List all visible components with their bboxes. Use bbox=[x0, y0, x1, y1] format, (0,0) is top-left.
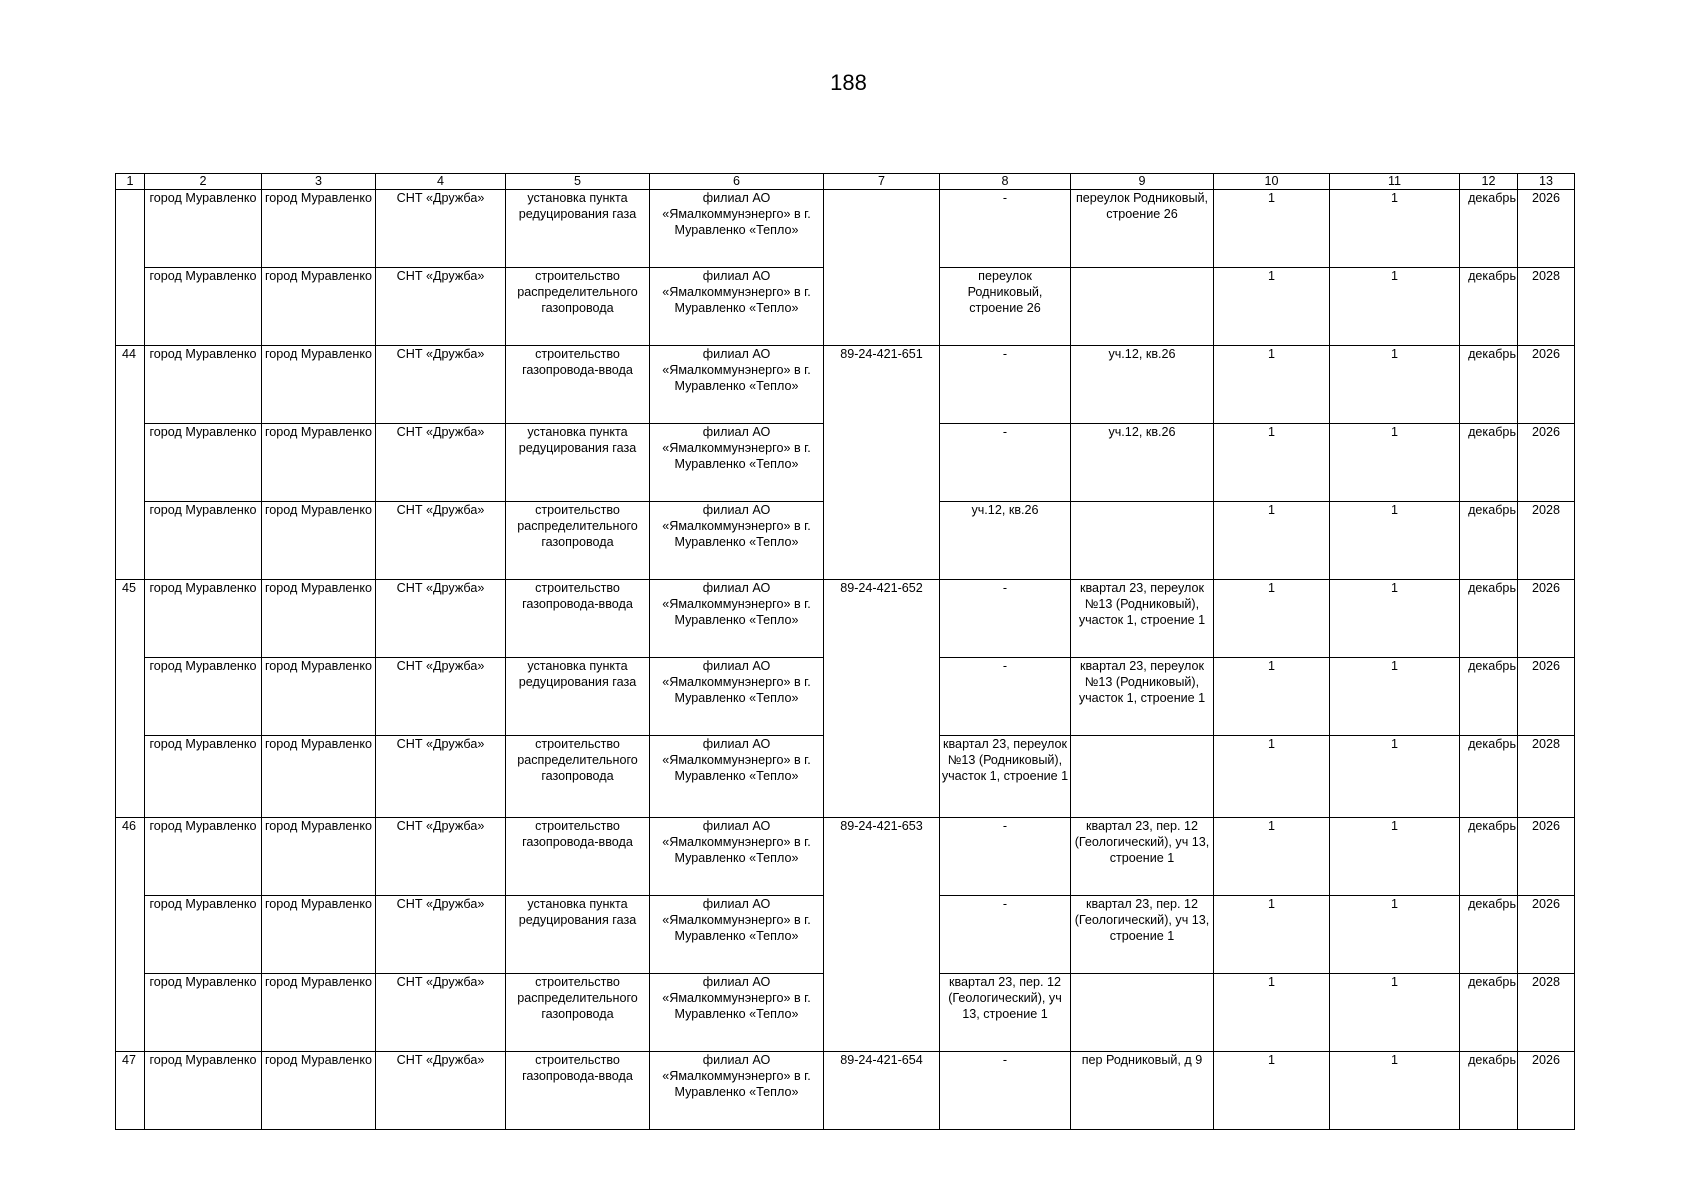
cell-col11: 1 bbox=[1330, 974, 1460, 1052]
cell-address: уч.12, кв.26 bbox=[1071, 346, 1214, 424]
column-header: 3 bbox=[262, 174, 376, 190]
cell-municipality: город Муравленко bbox=[145, 424, 262, 502]
cell-year: 2026 bbox=[1518, 818, 1575, 896]
cell-municipality: город Муравленко bbox=[145, 658, 262, 736]
cell-operator: филиал АО «Ямалкоммунэнерго» в г. Муравленко «Тепло» bbox=[650, 346, 824, 424]
cell-col10: 1 bbox=[1214, 974, 1330, 1052]
cell-municipality: город Муравленко bbox=[145, 896, 262, 974]
cell-locality: СНТ «Дружба» bbox=[376, 896, 506, 974]
cell-operator: филиал АО «Ямалкоммунэнерго» в г. Муравленко «Тепло» bbox=[650, 580, 824, 658]
cell-work-type: установка пункта редуцирования газа bbox=[506, 896, 650, 974]
row-number bbox=[116, 190, 145, 346]
cell-col8: - bbox=[940, 658, 1071, 736]
column-header: 2 bbox=[145, 174, 262, 190]
row-number: 46 bbox=[116, 818, 145, 1052]
cell-settlement: город Муравленко bbox=[262, 974, 376, 1052]
cell-address bbox=[1071, 736, 1214, 818]
cell-year: 2028 bbox=[1518, 974, 1575, 1052]
cell-locality: СНТ «Дружба» bbox=[376, 346, 506, 424]
cell-operator: филиал АО «Ямалкоммунэнерго» в г. Муравленко «Тепло» bbox=[650, 658, 824, 736]
cell-address: уч.12, кв.26 bbox=[1071, 424, 1214, 502]
cell-col10: 1 bbox=[1214, 896, 1330, 974]
cell-col11: 1 bbox=[1330, 818, 1460, 896]
cell-locality: СНТ «Дружба» bbox=[376, 1052, 506, 1130]
table-row bbox=[116, 190, 1575, 268]
cell-operator: филиал АО «Ямалкоммунэнерго» в г. Муравленко «Тепло» bbox=[650, 190, 824, 268]
cell-month: декабрь bbox=[1460, 1052, 1518, 1130]
cell-operator: филиал АО «Ямалкоммунэнерго» в г. Муравленко «Тепло» bbox=[650, 818, 824, 896]
cell-col10: 1 bbox=[1214, 190, 1330, 268]
cell-address: квартал 23, переулок №13 (Родниковый), участок 1, строение 1 bbox=[1071, 658, 1214, 736]
cell-col8: - bbox=[940, 580, 1071, 658]
cell-year: 2026 bbox=[1518, 424, 1575, 502]
cell-address bbox=[1071, 974, 1214, 1052]
column-header: 1 bbox=[116, 174, 145, 190]
cell-settlement: город Муравленко bbox=[262, 818, 376, 896]
cell-settlement: город Муравленко bbox=[262, 896, 376, 974]
cell-year: 2026 bbox=[1518, 1052, 1575, 1130]
cell-code bbox=[824, 190, 940, 346]
cell-address bbox=[1071, 502, 1214, 580]
cell-operator: филиал АО «Ямалкоммунэнерго» в г. Муравленко «Тепло» bbox=[650, 424, 824, 502]
cell-work-type: строительство распределительного газопровода bbox=[506, 974, 650, 1052]
cell-col8: квартал 23, пер. 12 (Геологический), уч 13, строение 1 bbox=[940, 974, 1071, 1052]
cell-municipality: город Муравленко bbox=[145, 580, 262, 658]
cell-year: 2026 bbox=[1518, 896, 1575, 974]
cell-work-type: строительство газопровода-ввода bbox=[506, 346, 650, 424]
cell-municipality: город Муравленко bbox=[145, 974, 262, 1052]
cell-municipality: город Муравленко bbox=[145, 190, 262, 268]
cell-work-type: строительство распределительного газопровода bbox=[506, 736, 650, 818]
cell-col11: 1 bbox=[1330, 424, 1460, 502]
cell-work-type: установка пункта редуцирования газа bbox=[506, 658, 650, 736]
cell-work-type: установка пункта редуцирования газа bbox=[506, 424, 650, 502]
cell-col11: 1 bbox=[1330, 658, 1460, 736]
cell-col10: 1 bbox=[1214, 1052, 1330, 1130]
page-number: 188 bbox=[830, 70, 867, 95]
cell-month: декабрь bbox=[1460, 424, 1518, 502]
cell-year: 2026 bbox=[1518, 190, 1575, 268]
cell-col11: 1 bbox=[1330, 190, 1460, 268]
cell-col11: 1 bbox=[1330, 736, 1460, 818]
table-row bbox=[116, 580, 1575, 658]
cell-col8: - bbox=[940, 1052, 1071, 1130]
cell-code: 89-24-421-652 bbox=[824, 580, 940, 818]
cell-code: 89-24-421-651 bbox=[824, 346, 940, 580]
row-number: 45 bbox=[116, 580, 145, 818]
cell-address: квартал 23, пер. 12 (Геологический), уч 13, строение 1 bbox=[1071, 818, 1214, 896]
cell-municipality: город Муравленко bbox=[145, 1052, 262, 1130]
cell-col10: 1 bbox=[1214, 424, 1330, 502]
cell-locality: СНТ «Дружба» bbox=[376, 268, 506, 346]
cell-settlement: город Муравленко bbox=[262, 268, 376, 346]
cell-locality: СНТ «Дружба» bbox=[376, 658, 506, 736]
cell-year: 2028 bbox=[1518, 736, 1575, 818]
cell-settlement: город Муравленко bbox=[262, 190, 376, 268]
cell-year: 2026 bbox=[1518, 346, 1575, 424]
cell-col11: 1 bbox=[1330, 346, 1460, 424]
cell-locality: СНТ «Дружба» bbox=[376, 974, 506, 1052]
cell-locality: СНТ «Дружба» bbox=[376, 736, 506, 818]
cell-settlement: город Муравленко bbox=[262, 658, 376, 736]
cell-address bbox=[1071, 268, 1214, 346]
cell-code: 89-24-421-654 bbox=[824, 1052, 940, 1130]
column-header: 12 bbox=[1460, 174, 1518, 190]
cell-col11: 1 bbox=[1330, 268, 1460, 346]
cell-operator: филиал АО «Ямалкоммунэнерго» в г. Муравленко «Тепло» bbox=[650, 268, 824, 346]
cell-col10: 1 bbox=[1214, 268, 1330, 346]
row-number: 47 bbox=[116, 1052, 145, 1130]
document-table bbox=[115, 173, 1575, 1130]
cell-locality: СНТ «Дружба» bbox=[376, 580, 506, 658]
column-header: 5 bbox=[506, 174, 650, 190]
cell-municipality: город Муравленко bbox=[145, 502, 262, 580]
cell-month: декабрь bbox=[1460, 268, 1518, 346]
cell-month: декабрь bbox=[1460, 346, 1518, 424]
cell-year: 2028 bbox=[1518, 268, 1575, 346]
cell-col11: 1 bbox=[1330, 502, 1460, 580]
cell-settlement: город Муравленко bbox=[262, 424, 376, 502]
cell-col10: 1 bbox=[1214, 736, 1330, 818]
column-header: 10 bbox=[1214, 174, 1330, 190]
cell-month: декабрь bbox=[1460, 974, 1518, 1052]
cell-operator: филиал АО «Ямалкоммунэнерго» в г. Муравленко «Тепло» bbox=[650, 1052, 824, 1130]
table-row bbox=[116, 346, 1575, 424]
cell-col8: - bbox=[940, 346, 1071, 424]
cell-address: пер Родниковый, д 9 bbox=[1071, 1052, 1214, 1130]
table-row bbox=[116, 818, 1575, 896]
cell-col11: 1 bbox=[1330, 580, 1460, 658]
cell-col8: уч.12, кв.26 bbox=[940, 502, 1071, 580]
cell-col10: 1 bbox=[1214, 818, 1330, 896]
cell-col10: 1 bbox=[1214, 502, 1330, 580]
cell-year: 2028 bbox=[1518, 502, 1575, 580]
column-header: 8 bbox=[940, 174, 1071, 190]
cell-col11: 1 bbox=[1330, 896, 1460, 974]
cell-municipality: город Муравленко bbox=[145, 346, 262, 424]
cell-work-type: строительство газопровода-ввода bbox=[506, 1052, 650, 1130]
cell-operator: филиал АО «Ямалкоммунэнерго» в г. Муравленко «Тепло» bbox=[650, 896, 824, 974]
column-header: 4 bbox=[376, 174, 506, 190]
column-header: 6 bbox=[650, 174, 824, 190]
cell-locality: СНТ «Дружба» bbox=[376, 502, 506, 580]
cell-work-type: строительство газопровода-ввода bbox=[506, 818, 650, 896]
cell-municipality: город Муравленко bbox=[145, 736, 262, 818]
cell-operator: филиал АО «Ямалкоммунэнерго» в г. Муравленко «Тепло» bbox=[650, 736, 824, 818]
cell-col10: 1 bbox=[1214, 658, 1330, 736]
cell-month: декабрь bbox=[1460, 190, 1518, 268]
cell-year: 2026 bbox=[1518, 658, 1575, 736]
cell-settlement: город Муравленко bbox=[262, 736, 376, 818]
cell-col11: 1 bbox=[1330, 1052, 1460, 1130]
cell-col10: 1 bbox=[1214, 346, 1330, 424]
cell-col8: - bbox=[940, 190, 1071, 268]
cell-settlement: город Муравленко bbox=[262, 502, 376, 580]
cell-settlement: город Муравленко bbox=[262, 1052, 376, 1130]
cell-address: переулок Родниковый, строение 26 bbox=[1071, 190, 1214, 268]
cell-locality: СНТ «Дружба» bbox=[376, 424, 506, 502]
cell-code: 89-24-421-653 bbox=[824, 818, 940, 1052]
cell-col8: квартал 23, переулок №13 (Родниковый), участок 1, строение 1 bbox=[940, 736, 1071, 818]
cell-month: декабрь bbox=[1460, 502, 1518, 580]
table-header-row bbox=[116, 174, 1575, 190]
column-header: 13 bbox=[1518, 174, 1575, 190]
cell-col8: - bbox=[940, 818, 1071, 896]
cell-col8: переулок Родниковый, строение 26 bbox=[940, 268, 1071, 346]
cell-month: декабрь bbox=[1460, 736, 1518, 818]
column-header: 9 bbox=[1071, 174, 1214, 190]
cell-settlement: город Муравленко bbox=[262, 346, 376, 424]
cell-col8: - bbox=[940, 896, 1071, 974]
cell-municipality: город Муравленко bbox=[145, 268, 262, 346]
cell-settlement: город Муравленко bbox=[262, 580, 376, 658]
column-header: 7 bbox=[824, 174, 940, 190]
table-row bbox=[116, 1052, 1575, 1130]
cell-work-type: строительство газопровода-ввода bbox=[506, 580, 650, 658]
column-header: 11 bbox=[1330, 174, 1460, 190]
cell-work-type: строительство распределительного газопровода bbox=[506, 502, 650, 580]
cell-operator: филиал АО «Ямалкоммунэнерго» в г. Муравленко «Тепло» bbox=[650, 974, 824, 1052]
cell-work-type: строительство распределительного газопровода bbox=[506, 268, 650, 346]
cell-month: декабрь bbox=[1460, 896, 1518, 974]
cell-locality: СНТ «Дружба» bbox=[376, 190, 506, 268]
row-number: 44 bbox=[116, 346, 145, 580]
cell-municipality: город Муравленко bbox=[145, 818, 262, 896]
cell-month: декабрь bbox=[1460, 658, 1518, 736]
cell-col10: 1 bbox=[1214, 580, 1330, 658]
cell-address: квартал 23, переулок №13 (Родниковый), участок 1, строение 1 bbox=[1071, 580, 1214, 658]
cell-operator: филиал АО «Ямалкоммунэнерго» в г. Муравленко «Тепло» bbox=[650, 502, 824, 580]
cell-year: 2026 bbox=[1518, 580, 1575, 658]
cell-month: декабрь bbox=[1460, 818, 1518, 896]
cell-address: квартал 23, пер. 12 (Геологический), уч 13, строение 1 bbox=[1071, 896, 1214, 974]
cell-locality: СНТ «Дружба» bbox=[376, 818, 506, 896]
cell-col8: - bbox=[940, 424, 1071, 502]
cell-work-type: установка пункта редуцирования газа bbox=[506, 190, 650, 268]
cell-month: декабрь bbox=[1460, 580, 1518, 658]
